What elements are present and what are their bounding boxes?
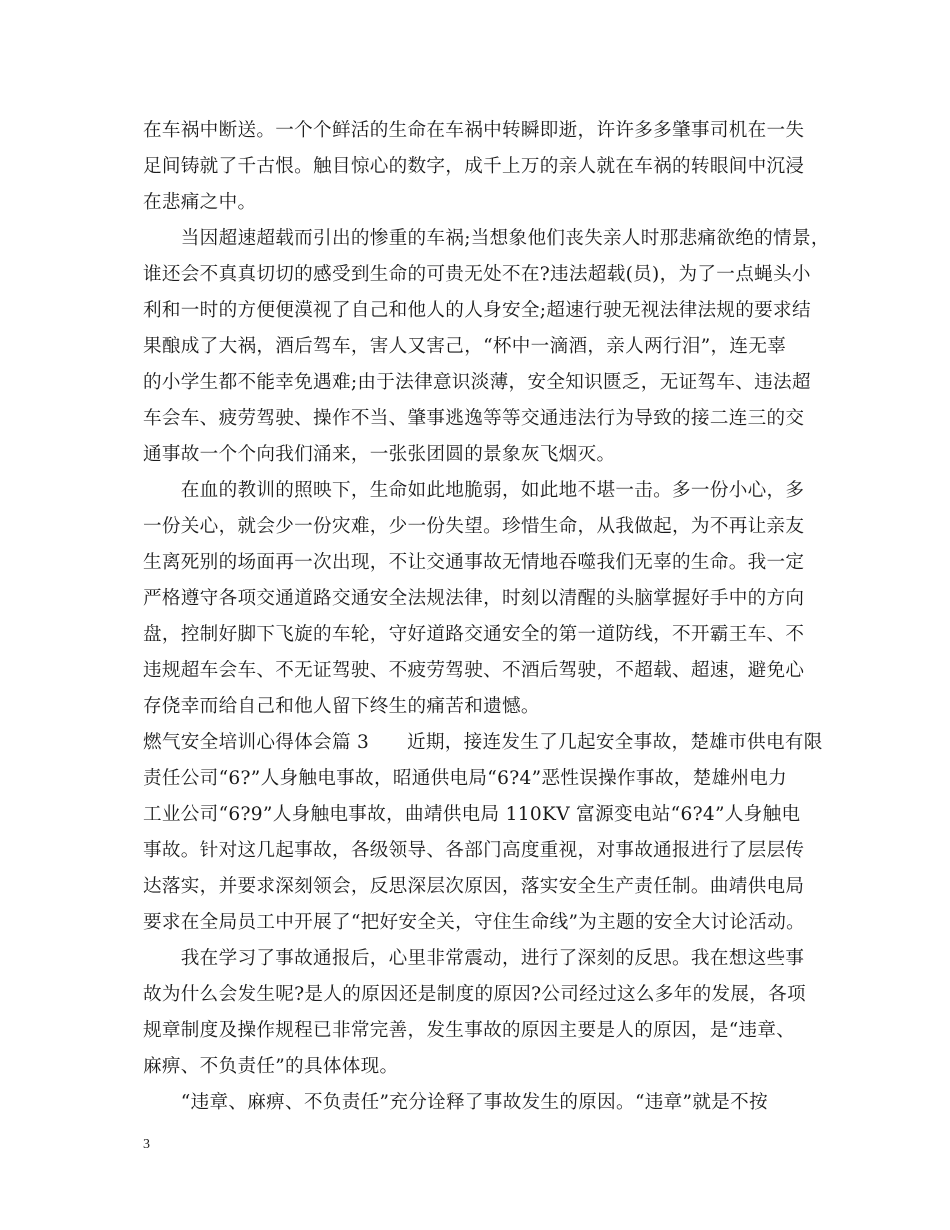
text-line: 在血的教训的照映下，生命如此地脆弱，如此地不堪一击。多一份小心，多 <box>143 480 805 501</box>
text-line: 盘，控制好脚下飞旋的车轮，守好道路交通安全的第一道防线，不开霸王车、不 <box>143 624 805 645</box>
text-line: 当因超速超载而引出的惨重的车祸;当想象他们丧失亲人时那悲痛欲绝的情景， <box>143 228 830 249</box>
text-line: 存侥幸而给自己和他人留下终生的痛苦和遗憾。 <box>143 696 540 717</box>
text-line: 谁还会不真真切切的感受到生命的可贵无处不在?违法超载(员)，为了一点蝇头小 <box>143 264 811 285</box>
text-line: 足间铸就了千古恨。触目惊心的数字，成千上万的亲人就在车祸的转眼间中沉浸 <box>143 156 805 177</box>
text-line: 事故。针对这几起事故，各级领导、各部门高度重视，对事故通报进行了层层传 <box>143 840 805 861</box>
text-line: 果酿成了大祸，酒后驾车，害人又害己，“杯中一滴酒，亲人两行泪”，连无辜 <box>143 336 787 357</box>
text-line: 车会车、疲劳驾驶、操作不当、肇事逃逸等等交通违法行为导致的接二连三的交 <box>143 408 805 429</box>
page-number: 3 <box>143 1137 150 1152</box>
text-line: 违规超车会车、不无证驾驶、不疲劳驾驶、不酒后驾驶，不超载、超速，避免心 <box>143 660 805 681</box>
text-line: 故为什么会发生呢?是人的原因还是制度的原因?公司经过这么多年的发展，各项 <box>143 984 806 1005</box>
text-line: 通事故一个个向我们涌来，一张张团圆的景象灰飞烟灭。 <box>143 444 616 465</box>
text-line: 燃气安全培训心得体会篇 3 近期，接连发生了几起安全事故，楚雄市供电有限 <box>143 732 823 753</box>
text-line: 要求在全局员工中开展了“把好安全关，守住生命线”为主题的安全大讨论活动。 <box>143 912 805 933</box>
text-line: 在车祸中断送。一个个鲜活的生命在车祸中转瞬即逝，许许多多肇事司机在一失 <box>143 120 805 141</box>
text-line: 麻痹、不负责任”的具体体现。 <box>143 1056 399 1077</box>
text-line: 工业公司“6?9”人身触电事故，曲靖供电局 110KV 富源变电站“6?4”人身触电 <box>143 804 801 825</box>
text-line: 利和一时的方便便漠视了自己和他人的人身安全;超速行驶无视法律法规的要求结 <box>143 300 811 321</box>
text-line: 我在学习了事故通报后，心里非常震动，进行了深刻的反思。我在想这些事 <box>143 948 805 969</box>
text-line: 规章制度及操作规程已非常完善，发生事故的原因主要是人的原因，是“违章、 <box>143 1020 796 1041</box>
text-line: “违章、麻痹、不负责任”充分诠释了事故发生的原因。“违章”就是不按 <box>143 1092 768 1113</box>
text-line: 达落实，并要求深刻领会，反思深层次原因，落实安全生产责任制。曲靖供电局 <box>143 876 805 897</box>
text-line: 责任公司“6?”人身触电事故，昭通供电局“6?4”恶性误操作事故，楚雄州电力 <box>143 768 788 789</box>
text-line: 一份关心，就会少一份灾难，少一份失望。珍惜生命，从我做起，为不再让亲友 <box>143 516 805 537</box>
text-line: 严格遵守各项交通道路交通安全法规法律，时刻以清醒的头脑掌握好手中的方向 <box>143 588 805 609</box>
text-line: 生离死别的场面再一次出现，不让交通事故无情地吞噬我们无辜的生命。我一定 <box>143 552 805 573</box>
text-line: 的小学生都不能幸免遇难;由于法律意识淡薄，安全知识匮乏，无证驾车、违法超 <box>143 372 811 393</box>
text-line: 在悲痛之中。 <box>143 192 257 213</box>
